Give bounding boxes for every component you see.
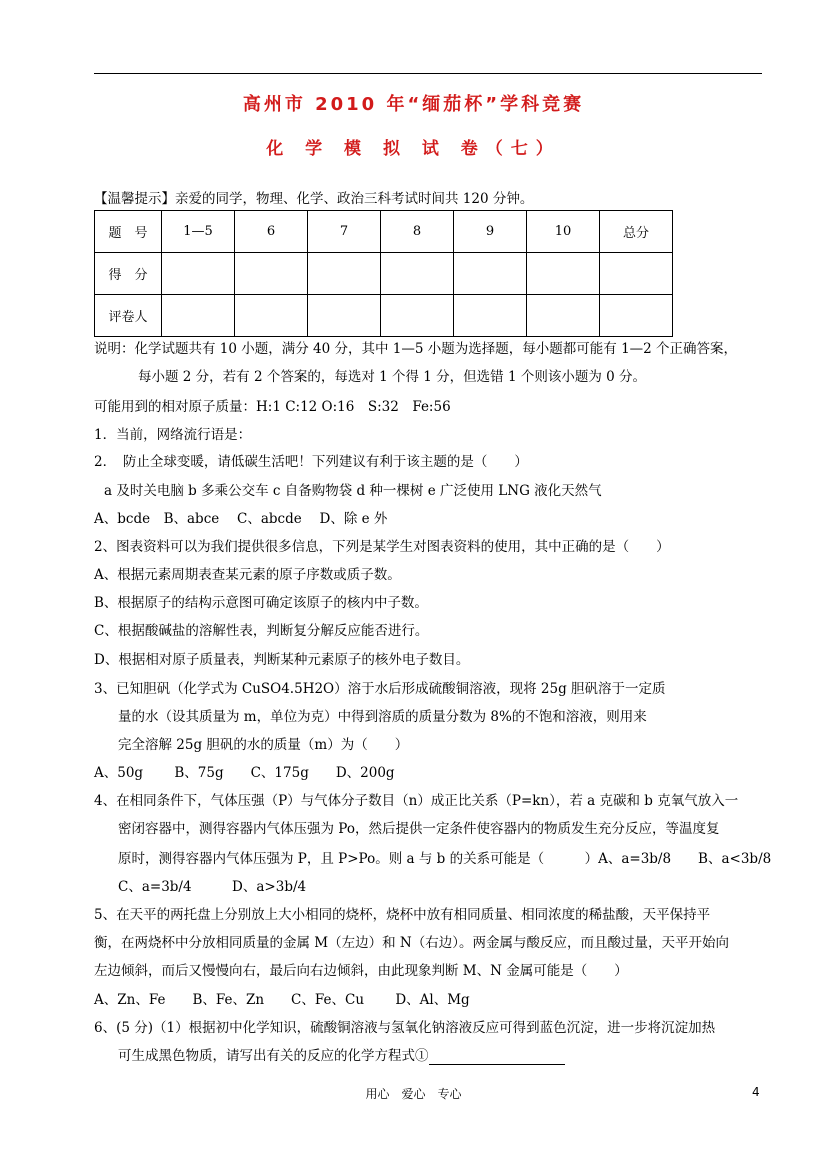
text-line: A、根据元素周期表查某元素的原子序数或质子数。: [94, 567, 401, 583]
table-cell: 总分: [600, 211, 673, 253]
text-line: 原时，测得容器内气体压强为 P，且 P>Po。则 a 与 b 的关系可能是（ ）A、a=3b/8 B、a<3b/8: [118, 851, 772, 867]
text-line: 衡，在两烧杯中分放相同质量的金属 M（左边）和 N（右边）。两金属与酸反应，而且酸过量，天平开始向: [94, 935, 729, 951]
table-cell: 10: [527, 211, 600, 253]
text-line: 完全溶解 25g 胆矾的水的质量（m）为（ ）: [118, 737, 409, 753]
header-rule: [94, 73, 762, 74]
text-line: A、50g B、75g C、175g D、200g: [94, 765, 395, 781]
table-cell: 7: [308, 211, 381, 253]
grader-cell: [381, 295, 454, 337]
text-line: 密闭容器中，测得容器内气体压强为 Po，然后提供一定条件使容器内的物质发生充分反应，等温度复: [118, 821, 720, 837]
table-cell: 6: [235, 211, 308, 253]
text-line: 每小题 2 分，若有 2 个答案的，每选对 1 个得 1 分，但选错 1 个则该小题为 0 分。: [138, 369, 647, 385]
grader-cell: [162, 295, 235, 337]
text-line: 左边倾斜，而后又慢慢向右，最后向右边倾斜，由此现象判断 M、N 金属可能是（ ）: [94, 963, 628, 979]
text-line: C、根据酸碱盐的溶解性表，判断复分解反应能否进行。: [94, 623, 429, 639]
text-line: 3、已知胆矾（化学式为 CuSO4.5H2O）溶于水后形成硫酸铜溶液，现将 25g 胆矾溶于一定质: [94, 681, 666, 697]
text-line: 6、(5 分)（1）根据初中化学知识，硫酸铜溶液与氢氧化钠溶液反应可得到蓝色沉淀，进一步将沉淀加热: [94, 1020, 716, 1036]
text-line: 量的水（设其质量为 m，单位为克）中得到溶质的质量分数为 8%的不饱和溶液，则用来: [118, 709, 647, 725]
text-line: [118, 1047, 565, 1065]
score-table-grader-row: [95, 295, 673, 337]
text-line: 5、在天平的两托盘上分别放上大小相同的烧杯，烧杯中放有相同质量、相同浓度的稀盐酸，天平保持平: [94, 907, 711, 923]
score-input-cell: [381, 253, 454, 295]
tip-text: 【温馨提示】亲爱的同学，物理、化学、政治三科考试时间共 120 分钟。: [94, 191, 534, 207]
page-number: 4: [752, 1085, 760, 1099]
score-table: [94, 210, 673, 337]
score-input-cell: [600, 253, 673, 295]
footer-text: 用心 爱心 专心: [365, 1087, 462, 1101]
score-table-header-row: [95, 211, 673, 253]
page-subtitle: 化 学 模 拟 试 卷（七）: [266, 139, 561, 159]
score-input-cell: [527, 253, 600, 295]
text-line: 可能用到的相对原子质量：H:1 C:12 O:16 S:32 Fe:56: [94, 399, 451, 415]
grader-cell: [600, 295, 673, 337]
score-input-cell: [162, 253, 235, 295]
text-line: C、a=3b/4 D、a>3b/4: [118, 879, 307, 895]
score-input-cell: [454, 253, 527, 295]
table-cell: 8: [381, 211, 454, 253]
table-cell: 9: [454, 211, 527, 253]
score-input-cell: [308, 253, 381, 295]
text-line: 2、图表资料可以为我们提供很多信息，下列是某学生对图表资料的使用，其中正确的是（ ）: [94, 539, 670, 555]
text-line: 说明：化学试题共有 10 小题，满分 40 分，其中 1—5 小题为选择题，每小题都可能有 1—2 个正确答案，: [94, 341, 738, 357]
text-line: A、Zn、Fe B、Fe、Zn C、Fe、Cu D、Al、Mg: [94, 992, 470, 1008]
table-cell: 评卷人: [95, 295, 162, 337]
text-line: a 及时关电脑 b 多乘公交车 c 自备购物袋 d 种一棵树 e 广泛使用 LNG 液化天然气: [104, 483, 602, 499]
text-line: D、根据相对原子质量表，判断某种元素原子的核外电子数目。: [94, 652, 470, 668]
table-cell: 得 分: [95, 253, 162, 295]
table-cell: 1—5: [162, 211, 235, 253]
score-input-cell: [235, 253, 308, 295]
equation-prompt: 可生成黑色物质，请写出有关的反应的化学方程式①: [118, 1048, 429, 1064]
answer-blank[interactable]: [429, 1050, 565, 1065]
page-title: 高州市 2010 年“缅茄杯”学科竞赛: [242, 94, 585, 115]
score-table-score-row: [95, 253, 673, 295]
text-line: B、根据原子的结构示意图可确定该原子的核内中子数。: [94, 595, 428, 611]
text-line: 1．当前，网络流行语是：: [94, 427, 252, 443]
grader-cell: [527, 295, 600, 337]
grader-cell: [308, 295, 381, 337]
grader-cell: [454, 295, 527, 337]
text-line: 2． 防止全球变暖，请低碳生活吧！下列建议有利于该主题的是（ ）: [94, 454, 528, 470]
text-line: A、bcde B、abce C、abcde D、除 e 外: [94, 511, 388, 527]
table-cell: 题 号: [95, 211, 162, 253]
text-line: 4、在相同条件下，气体压强（P）与气体分子数目（n）成正比关系（P=kn），若 a 克碳和 b 克氧气放入一: [94, 793, 739, 809]
grader-cell: [235, 295, 308, 337]
